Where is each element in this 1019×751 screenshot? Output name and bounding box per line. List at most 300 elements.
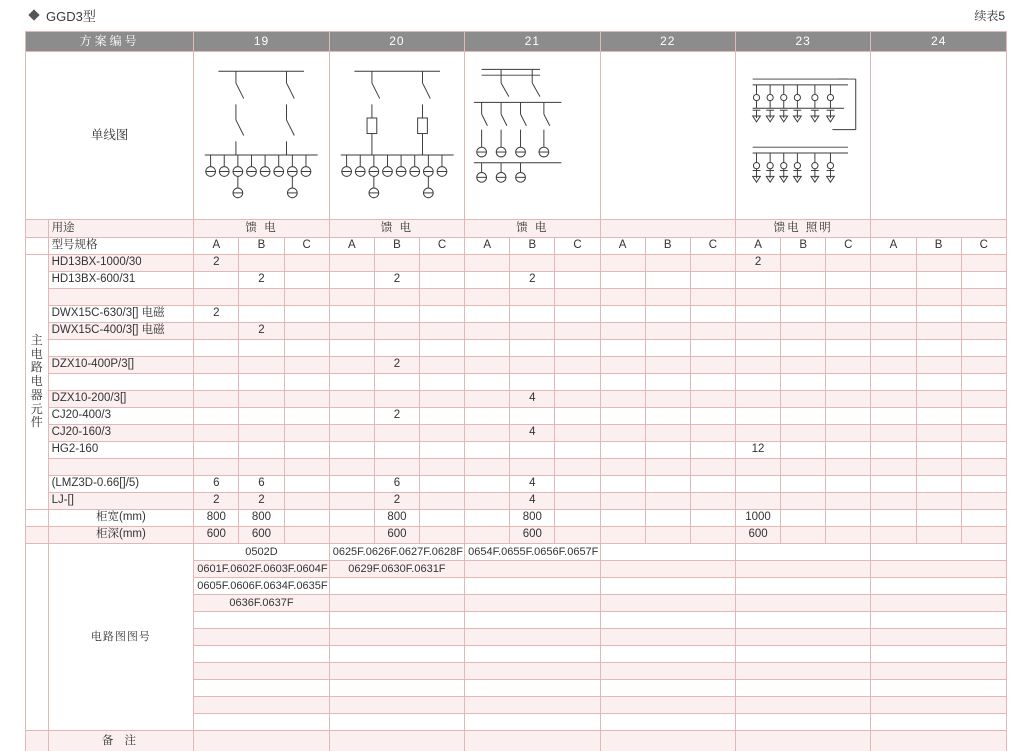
cell: 6 bbox=[194, 476, 239, 493]
cell bbox=[735, 340, 780, 357]
cabinet-depth-row bbox=[26, 527, 1007, 544]
cell bbox=[826, 289, 871, 306]
subcol-20-B: B bbox=[374, 238, 419, 255]
circuit-code-20 bbox=[329, 595, 464, 612]
cell bbox=[419, 306, 464, 323]
cell bbox=[916, 476, 961, 493]
cell bbox=[600, 527, 645, 544]
subcol-24-B: B bbox=[916, 238, 961, 255]
cell bbox=[961, 357, 1006, 374]
cell bbox=[284, 289, 329, 306]
cell: 2 bbox=[735, 255, 780, 272]
cell bbox=[826, 425, 871, 442]
cell: 2 bbox=[239, 493, 284, 510]
cell bbox=[690, 255, 735, 272]
cell bbox=[510, 306, 555, 323]
cell bbox=[555, 493, 600, 510]
cell bbox=[419, 357, 464, 374]
cell bbox=[239, 289, 284, 306]
row-label bbox=[48, 289, 194, 306]
cell bbox=[871, 442, 916, 459]
cell bbox=[510, 323, 555, 340]
cell bbox=[871, 391, 916, 408]
cell bbox=[284, 510, 329, 527]
cell bbox=[510, 340, 555, 357]
subcol-19-A: A bbox=[194, 238, 239, 255]
cell: 800 bbox=[194, 510, 239, 527]
circuit-code-19 bbox=[194, 714, 329, 731]
cell bbox=[645, 476, 690, 493]
cell bbox=[690, 340, 735, 357]
cell bbox=[194, 357, 239, 374]
cell bbox=[329, 442, 374, 459]
circuit-code-19 bbox=[194, 646, 329, 663]
cell bbox=[194, 340, 239, 357]
cell bbox=[735, 323, 780, 340]
cell bbox=[329, 527, 374, 544]
cell bbox=[826, 374, 871, 391]
cell: 4 bbox=[510, 425, 555, 442]
diagram-cell-21 bbox=[465, 52, 600, 220]
cell bbox=[916, 357, 961, 374]
cell bbox=[239, 374, 284, 391]
cell bbox=[465, 340, 510, 357]
spec-spacer bbox=[26, 238, 49, 255]
circuit-code-22 bbox=[600, 544, 735, 561]
table-row bbox=[26, 255, 1007, 272]
cell bbox=[645, 442, 690, 459]
circuit-diagram-label: 电路图图号 bbox=[48, 544, 194, 731]
cell bbox=[600, 374, 645, 391]
cell bbox=[239, 306, 284, 323]
cell bbox=[465, 289, 510, 306]
cell bbox=[781, 391, 826, 408]
cell bbox=[284, 323, 329, 340]
cell bbox=[781, 374, 826, 391]
cell bbox=[781, 289, 826, 306]
usage-row bbox=[26, 220, 1007, 238]
cell bbox=[645, 255, 690, 272]
cell bbox=[916, 323, 961, 340]
cell bbox=[916, 493, 961, 510]
subcol-22-C: C bbox=[690, 238, 735, 255]
circuit-code-23 bbox=[735, 612, 870, 629]
cell bbox=[961, 272, 1006, 289]
cell bbox=[961, 425, 1006, 442]
cell bbox=[645, 289, 690, 306]
cell bbox=[961, 510, 1006, 527]
circuit-code-21 bbox=[465, 578, 600, 595]
cell bbox=[555, 425, 600, 442]
cell bbox=[961, 527, 1006, 544]
cell: 600 bbox=[239, 527, 284, 544]
cell bbox=[961, 306, 1006, 323]
cell bbox=[555, 391, 600, 408]
cell bbox=[600, 425, 645, 442]
cell bbox=[284, 459, 329, 476]
cell bbox=[239, 357, 284, 374]
cell bbox=[735, 425, 780, 442]
table-row bbox=[26, 408, 1007, 425]
cell bbox=[735, 272, 780, 289]
cell: 2 bbox=[194, 306, 239, 323]
cell bbox=[781, 255, 826, 272]
circuit-code-23 bbox=[735, 561, 870, 578]
row-label: LJ-[] bbox=[48, 493, 194, 510]
cell bbox=[600, 510, 645, 527]
cell: 2 bbox=[194, 255, 239, 272]
cell bbox=[239, 442, 284, 459]
circuit-code-21 bbox=[465, 646, 600, 663]
row-label: HG2-160 bbox=[48, 442, 194, 459]
cell bbox=[194, 408, 239, 425]
cell bbox=[781, 459, 826, 476]
cell: 600 bbox=[374, 527, 419, 544]
cell bbox=[465, 272, 510, 289]
cell bbox=[916, 374, 961, 391]
row-label: HD13BX-600/31 bbox=[48, 272, 194, 289]
circuit-code-22 bbox=[600, 629, 735, 646]
circuit-code-24 bbox=[871, 578, 1007, 595]
one-line-diagram-label: 单线图 bbox=[26, 52, 194, 220]
circuit-code-24 bbox=[871, 646, 1007, 663]
circuit-code-23 bbox=[735, 697, 870, 714]
subcol-20-C: C bbox=[419, 238, 464, 255]
cell bbox=[600, 289, 645, 306]
cell bbox=[871, 476, 916, 493]
circuit-code-21: 0654F.0655F.0656F.0657F bbox=[465, 544, 600, 561]
cell bbox=[510, 255, 555, 272]
row-label: HD13BX-1000/30 bbox=[48, 255, 194, 272]
row-label bbox=[48, 374, 194, 391]
cell bbox=[916, 459, 961, 476]
cell bbox=[645, 527, 690, 544]
cell bbox=[916, 510, 961, 527]
cell bbox=[961, 408, 1006, 425]
cell bbox=[690, 323, 735, 340]
cell: 800 bbox=[239, 510, 284, 527]
cell bbox=[284, 272, 329, 289]
cell bbox=[600, 459, 645, 476]
circuit-code-19: 0605F.0606F.0634F.0635F bbox=[194, 578, 329, 595]
cell bbox=[329, 323, 374, 340]
cell bbox=[555, 442, 600, 459]
usage-19: 馈 电 bbox=[194, 220, 329, 238]
cell bbox=[465, 476, 510, 493]
cell bbox=[555, 459, 600, 476]
cell bbox=[329, 289, 374, 306]
diagram-cell-22 bbox=[600, 52, 735, 220]
cell: 2 bbox=[374, 357, 419, 374]
cell bbox=[690, 459, 735, 476]
cell bbox=[871, 459, 916, 476]
cell bbox=[194, 459, 239, 476]
subcol-22-A: A bbox=[600, 238, 645, 255]
cell bbox=[329, 391, 374, 408]
cell bbox=[329, 357, 374, 374]
circuit-code-20 bbox=[329, 680, 464, 697]
one-line-diagram-20-svg bbox=[333, 52, 461, 219]
cell bbox=[284, 425, 329, 442]
cell bbox=[465, 493, 510, 510]
cell bbox=[555, 476, 600, 493]
cell: 600 bbox=[510, 527, 555, 544]
cell bbox=[284, 374, 329, 391]
usage-23: 馈电 照明 bbox=[735, 220, 870, 238]
circuit-code-23 bbox=[735, 595, 870, 612]
cell bbox=[916, 255, 961, 272]
cell bbox=[329, 340, 374, 357]
cell bbox=[374, 289, 419, 306]
table-row bbox=[26, 459, 1007, 476]
table-row bbox=[26, 391, 1007, 408]
circuit-code-22 bbox=[600, 697, 735, 714]
cell bbox=[871, 374, 916, 391]
subcol-21-B: B bbox=[510, 238, 555, 255]
usage-21: 馈 电 bbox=[465, 220, 600, 238]
cell bbox=[329, 374, 374, 391]
cell bbox=[735, 357, 780, 374]
cell bbox=[419, 272, 464, 289]
cell bbox=[465, 527, 510, 544]
header-scheme-23: 23 bbox=[735, 32, 870, 52]
cell bbox=[961, 289, 1006, 306]
cell bbox=[826, 306, 871, 323]
cell bbox=[465, 323, 510, 340]
cell bbox=[600, 306, 645, 323]
table-row bbox=[26, 493, 1007, 510]
subcol-19-B: B bbox=[239, 238, 284, 255]
cell bbox=[555, 323, 600, 340]
cabinet-depth-label: 柜深(mm) bbox=[48, 527, 194, 544]
circuit-code-21 bbox=[465, 629, 600, 646]
usage-label: 用途 bbox=[48, 220, 194, 238]
cell bbox=[374, 442, 419, 459]
cell bbox=[555, 272, 600, 289]
cell bbox=[916, 442, 961, 459]
row-label bbox=[48, 459, 194, 476]
cell bbox=[916, 425, 961, 442]
cell bbox=[510, 289, 555, 306]
cell bbox=[826, 357, 871, 374]
notes-24 bbox=[871, 731, 1007, 751]
cell bbox=[465, 459, 510, 476]
cell bbox=[374, 459, 419, 476]
cell bbox=[419, 255, 464, 272]
cell: 2 bbox=[239, 323, 284, 340]
cell bbox=[555, 357, 600, 374]
cell: 1000 bbox=[735, 510, 780, 527]
cell bbox=[781, 323, 826, 340]
cell bbox=[871, 323, 916, 340]
cell: 4 bbox=[510, 493, 555, 510]
circuit-code-24 bbox=[871, 629, 1007, 646]
row-label: DWX15C-630/3[] 电磁 bbox=[48, 306, 194, 323]
diamond-bullet-icon bbox=[28, 9, 39, 20]
circuit-code-20 bbox=[329, 629, 464, 646]
subcol-24-C: C bbox=[961, 238, 1006, 255]
circuit-code-20: 0625F.0626F.0627F.0628F bbox=[329, 544, 464, 561]
circuit-code-19: 0601F.0602F.0603F.0604F bbox=[194, 561, 329, 578]
cell bbox=[826, 272, 871, 289]
cell bbox=[961, 340, 1006, 357]
circuit-code-21 bbox=[465, 714, 600, 731]
cell bbox=[600, 476, 645, 493]
cell bbox=[600, 255, 645, 272]
circuit-code-row bbox=[26, 544, 1007, 561]
cell bbox=[690, 527, 735, 544]
notes-label: 备 注 bbox=[48, 731, 194, 751]
cell bbox=[465, 425, 510, 442]
circuit-code-24 bbox=[871, 697, 1007, 714]
circuit-code-19 bbox=[194, 629, 329, 646]
cell bbox=[690, 476, 735, 493]
circuit-code-24 bbox=[871, 680, 1007, 697]
cell bbox=[735, 493, 780, 510]
cell bbox=[555, 255, 600, 272]
cell bbox=[826, 255, 871, 272]
cell bbox=[690, 391, 735, 408]
cell bbox=[961, 493, 1006, 510]
cell bbox=[284, 442, 329, 459]
circuit-code-22 bbox=[600, 595, 735, 612]
circuit-code-22 bbox=[600, 646, 735, 663]
cell bbox=[600, 323, 645, 340]
cell bbox=[781, 527, 826, 544]
cell bbox=[735, 408, 780, 425]
cell bbox=[871, 425, 916, 442]
cell bbox=[419, 374, 464, 391]
subcol-22-B: B bbox=[645, 238, 690, 255]
cell bbox=[781, 272, 826, 289]
cell bbox=[735, 476, 780, 493]
circuit-code-20 bbox=[329, 578, 464, 595]
header-scheme-21: 21 bbox=[465, 32, 600, 52]
cell bbox=[284, 357, 329, 374]
cell bbox=[826, 391, 871, 408]
circuit-code-22 bbox=[600, 714, 735, 731]
cell bbox=[826, 340, 871, 357]
cell bbox=[871, 510, 916, 527]
cell bbox=[645, 425, 690, 442]
cell bbox=[555, 374, 600, 391]
subcol-19-C: C bbox=[284, 238, 329, 255]
cell bbox=[510, 459, 555, 476]
cell bbox=[555, 510, 600, 527]
cell bbox=[239, 425, 284, 442]
cell bbox=[781, 340, 826, 357]
row-label: DWX15C-400/3[] 电磁 bbox=[48, 323, 194, 340]
cell bbox=[419, 289, 464, 306]
circuit-code-20 bbox=[329, 714, 464, 731]
circuit-code-24 bbox=[871, 714, 1007, 731]
circuit-code-21 bbox=[465, 561, 600, 578]
circuit-code-21 bbox=[465, 680, 600, 697]
cell bbox=[465, 442, 510, 459]
circuit-code-24 bbox=[871, 612, 1007, 629]
circuit-code-22 bbox=[600, 561, 735, 578]
cell bbox=[690, 408, 735, 425]
cell bbox=[555, 527, 600, 544]
cell bbox=[645, 340, 690, 357]
width-spacer bbox=[26, 510, 49, 527]
cell bbox=[871, 340, 916, 357]
cell bbox=[826, 493, 871, 510]
subcol-21-A: A bbox=[465, 238, 510, 255]
cell bbox=[690, 493, 735, 510]
cell bbox=[374, 374, 419, 391]
cell bbox=[781, 442, 826, 459]
cell bbox=[871, 289, 916, 306]
cell bbox=[419, 493, 464, 510]
side-band-label: 主 电 路 电 器 元 件 bbox=[26, 255, 49, 510]
cell bbox=[329, 425, 374, 442]
one-line-diagram-row bbox=[26, 52, 1007, 220]
notes-19 bbox=[194, 731, 329, 751]
cell bbox=[916, 272, 961, 289]
cell: 800 bbox=[510, 510, 555, 527]
cabinet-width-row bbox=[26, 510, 1007, 527]
header-scheme-label: 方案编号 bbox=[26, 32, 194, 52]
circuit-code-23 bbox=[735, 646, 870, 663]
row-label: CJ20-400/3 bbox=[48, 408, 194, 425]
cell bbox=[690, 374, 735, 391]
circuit-code-24 bbox=[871, 663, 1007, 680]
cell bbox=[781, 510, 826, 527]
circuit-code-21 bbox=[465, 697, 600, 714]
cell: 2 bbox=[194, 493, 239, 510]
table-row bbox=[26, 306, 1007, 323]
circuit-code-24 bbox=[871, 561, 1007, 578]
page-header-left bbox=[30, 6, 96, 25]
cell bbox=[735, 306, 780, 323]
cell bbox=[690, 289, 735, 306]
cell bbox=[645, 408, 690, 425]
cell bbox=[465, 374, 510, 391]
cell: 6 bbox=[374, 476, 419, 493]
cell bbox=[916, 340, 961, 357]
circuit-code-23 bbox=[735, 714, 870, 731]
cell bbox=[465, 408, 510, 425]
one-line-diagram-21-svg bbox=[468, 52, 596, 219]
cell bbox=[690, 357, 735, 374]
table-row bbox=[26, 357, 1007, 374]
cell bbox=[871, 306, 916, 323]
cell bbox=[419, 340, 464, 357]
cell bbox=[645, 510, 690, 527]
cell bbox=[645, 493, 690, 510]
cell bbox=[329, 476, 374, 493]
circuit-code-20: 0629F.0630F.0631F bbox=[329, 561, 464, 578]
cell bbox=[826, 476, 871, 493]
cell bbox=[419, 459, 464, 476]
circuit-code-20 bbox=[329, 646, 464, 663]
cell bbox=[284, 255, 329, 272]
circuit-code-20 bbox=[329, 612, 464, 629]
notes-23 bbox=[735, 731, 870, 751]
cell bbox=[645, 357, 690, 374]
subcol-23-A: A bbox=[735, 238, 780, 255]
cell bbox=[600, 272, 645, 289]
cell bbox=[555, 289, 600, 306]
table-header-row bbox=[26, 32, 1007, 52]
cell bbox=[690, 272, 735, 289]
circuit-code-22 bbox=[600, 612, 735, 629]
row-label: DZX10-400P/3[] bbox=[48, 357, 194, 374]
cell bbox=[239, 391, 284, 408]
cell bbox=[600, 493, 645, 510]
cell: 2 bbox=[374, 408, 419, 425]
